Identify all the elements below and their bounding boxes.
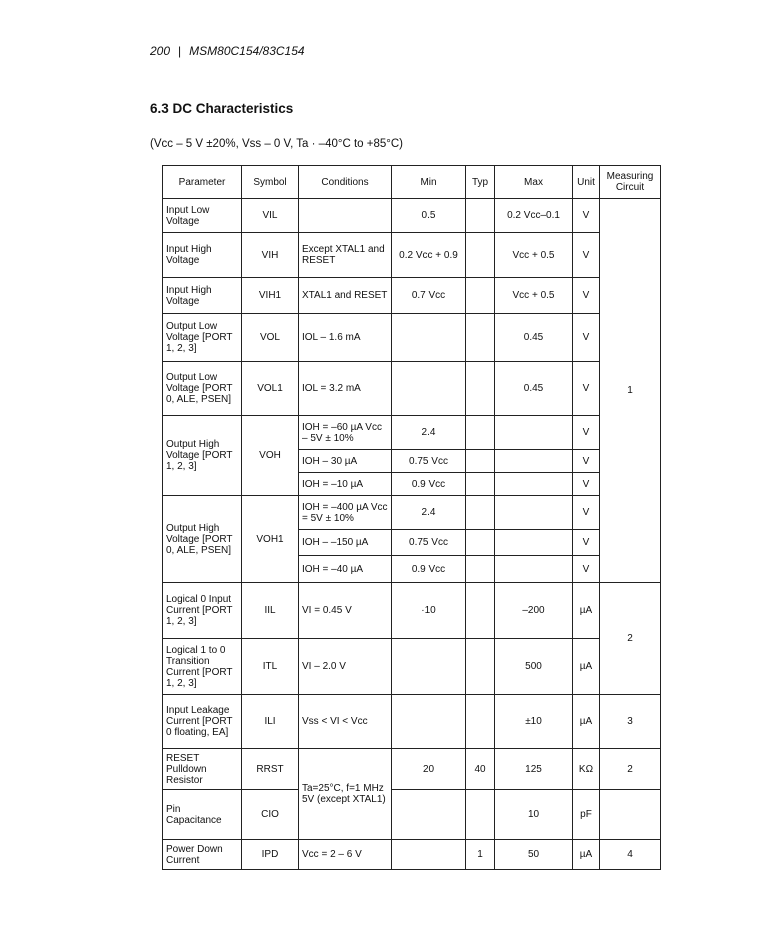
conditions-cell: IOL = 3.2 mA	[299, 362, 392, 416]
conditions-cell: XTAL1 and RESET	[299, 278, 392, 314]
table-row	[163, 840, 661, 870]
typ-cell	[466, 790, 495, 840]
parameter-cell: Output High Voltage [PORT 0, ALE, PSEN]	[163, 496, 242, 583]
typ-cell: 40	[466, 749, 495, 790]
symbol-cell: VOL	[242, 314, 299, 362]
max-cell	[495, 450, 573, 473]
max-cell: Vcc + 0.5	[495, 233, 573, 278]
table-row	[163, 749, 661, 790]
dc-characteristics-table	[162, 165, 661, 870]
min-cell: 0.7 Vcc	[392, 278, 466, 314]
unit-cell: V	[573, 278, 600, 314]
conditions-cell: IOH = –400 µA Vcc = 5V ± 10%	[299, 496, 392, 530]
table-row	[163, 362, 661, 416]
column-header-conditions: Conditions	[299, 166, 392, 199]
parameter-cell: Input Low Voltage	[163, 199, 242, 233]
unit-cell: V	[573, 496, 600, 530]
unit-cell: V	[573, 233, 600, 278]
typ-cell	[466, 450, 495, 473]
unit-cell: µA	[573, 840, 600, 870]
symbol-cell: VOH	[242, 416, 299, 496]
table-row	[163, 199, 661, 233]
table-row	[163, 790, 661, 840]
measuring-circuit-cell	[600, 790, 661, 840]
min-cell: ·10	[392, 583, 466, 639]
min-cell	[392, 314, 466, 362]
max-cell: ±10	[495, 695, 573, 749]
table-header-row	[163, 166, 661, 199]
column-header-typ: Typ	[466, 166, 495, 199]
symbol-cell: CIO	[242, 790, 299, 840]
conditions-cell: IOH – 30 µA	[299, 450, 392, 473]
typ-cell	[466, 233, 495, 278]
unit-cell: µA	[573, 695, 600, 749]
unit-cell: V	[573, 473, 600, 496]
conditions-cell: Ta=25°C, f=1 MHz 5V (except XTAL1)	[299, 749, 392, 840]
column-header-min: Min	[392, 166, 466, 199]
parameter-cell: Input High Voltage	[163, 233, 242, 278]
parameter-cell: Input Leakage Current [PORT 0 floating, EA]	[163, 695, 242, 749]
table-row	[163, 233, 661, 278]
typ-cell	[466, 473, 495, 496]
symbol-cell: IIL	[242, 583, 299, 639]
typ-cell	[466, 583, 495, 639]
unit-cell: V	[573, 450, 600, 473]
table-row	[163, 695, 661, 749]
symbol-cell: VIL	[242, 199, 299, 233]
min-cell	[392, 362, 466, 416]
max-cell: 0.45	[495, 362, 573, 416]
conditions-cell: Vss < VI < Vcc	[299, 695, 392, 749]
parameter-cell: Logical 0 Input Current [PORT 1, 2, 3]	[163, 583, 242, 639]
header-separator: |	[178, 44, 182, 58]
max-cell: –200	[495, 583, 573, 639]
max-cell: 500	[495, 639, 573, 695]
unit-cell: µA	[573, 583, 600, 639]
conditions-cell: VI = 0.45 V	[299, 583, 392, 639]
table-row	[163, 278, 661, 314]
section-title: 6.3 DC Characteristics	[150, 101, 294, 116]
symbol-cell: ILI	[242, 695, 299, 749]
unit-cell: V	[573, 362, 600, 416]
device-title: MSM80C154/83C154	[189, 44, 305, 58]
symbol-cell: IPD	[242, 840, 299, 870]
symbol-cell: VOL1	[242, 362, 299, 416]
unit-cell: V	[573, 416, 600, 450]
column-header-unit: Unit	[573, 166, 600, 199]
unit-cell: V	[573, 556, 600, 583]
max-cell	[495, 556, 573, 583]
table-row	[163, 416, 661, 450]
min-cell: 2.4	[392, 496, 466, 530]
typ-cell: 1	[466, 840, 495, 870]
column-header-max: Max	[495, 166, 573, 199]
table-row	[163, 583, 661, 639]
parameter-cell: Output Low Voltage [PORT 1, 2, 3]	[163, 314, 242, 362]
symbol-cell: VIH1	[242, 278, 299, 314]
parameter-cell: Output High Voltage [PORT 1, 2, 3]	[163, 416, 242, 496]
conditions-cell: Vcc = 2 – 6 V	[299, 840, 392, 870]
min-cell	[392, 840, 466, 870]
symbol-cell: VIH	[242, 233, 299, 278]
parameter-cell: RESET Pulldown Resistor	[163, 749, 242, 790]
min-cell: 0.2 Vcc + 0.9	[392, 233, 466, 278]
max-cell: 50	[495, 840, 573, 870]
conditions-cell: IOH = –60 µA Vcc – 5V ± 10%	[299, 416, 392, 450]
symbol-cell: ITL	[242, 639, 299, 695]
max-cell: 0.45	[495, 314, 573, 362]
table-row	[163, 314, 661, 362]
unit-cell: KΩ	[573, 749, 600, 790]
min-cell: 0.9 Vcc	[392, 473, 466, 496]
typ-cell	[466, 416, 495, 450]
typ-cell	[466, 695, 495, 749]
unit-cell: V	[573, 530, 600, 556]
column-header-parameter: Parameter	[163, 166, 242, 199]
table-row	[163, 639, 661, 695]
typ-cell	[466, 556, 495, 583]
typ-cell	[466, 199, 495, 233]
typ-cell	[466, 639, 495, 695]
min-cell: 0.5	[392, 199, 466, 233]
min-cell: 0.75 Vcc	[392, 530, 466, 556]
min-cell	[392, 790, 466, 840]
symbol-cell: VOH1	[242, 496, 299, 583]
max-cell: Vcc + 0.5	[495, 278, 573, 314]
conditions-cell: IOH = –40 µA	[299, 556, 392, 583]
min-cell	[392, 695, 466, 749]
column-header-symbol: Symbol	[242, 166, 299, 199]
typ-cell	[466, 362, 495, 416]
min-cell	[392, 639, 466, 695]
column-header-measuring-circuit: Measuring Circuit	[600, 166, 661, 199]
max-cell	[495, 473, 573, 496]
measuring-circuit-cell: 2	[600, 749, 661, 790]
max-cell	[495, 496, 573, 530]
unit-cell: µA	[573, 639, 600, 695]
typ-cell	[466, 278, 495, 314]
measuring-circuit-cell: 2	[600, 583, 661, 695]
max-cell: 0.2 Vcc–0.1	[495, 199, 573, 233]
unit-cell: V	[573, 199, 600, 233]
max-cell: 125	[495, 749, 573, 790]
max-cell: 10	[495, 790, 573, 840]
parameter-cell: Power Down Current	[163, 840, 242, 870]
typ-cell	[466, 530, 495, 556]
parameter-cell: Input High Voltage	[163, 278, 242, 314]
max-cell	[495, 530, 573, 556]
conditions-cell: Except XTAL1 and RESET	[299, 233, 392, 278]
min-cell: 2.4	[392, 416, 466, 450]
parameter-cell: Logical 1 to 0 Transition Current [PORT 1, 2, 3]	[163, 639, 242, 695]
typ-cell	[466, 314, 495, 362]
typ-cell	[466, 496, 495, 530]
unit-cell: pF	[573, 790, 600, 840]
conditions-cell: IOH – –150 µA	[299, 530, 392, 556]
parameter-cell: Output Low Voltage [PORT 0, ALE, PSEN]	[163, 362, 242, 416]
conditions-cell: IOH = –10 µA	[299, 473, 392, 496]
min-cell: 20	[392, 749, 466, 790]
conditions-cell	[299, 199, 392, 233]
conditions-cell: VI – 2.0 V	[299, 639, 392, 695]
parameter-cell: Pin Capacitance	[163, 790, 242, 840]
min-cell: 0.75 Vcc	[392, 450, 466, 473]
table-row	[163, 496, 661, 530]
measuring-circuit-cell: 1	[600, 199, 661, 583]
measuring-circuit-cell: 3	[600, 695, 661, 749]
test-conditions: (Vcc – 5 V ±20%, Vss – 0 V, Ta · –40°C to +85°C)	[150, 138, 403, 150]
unit-cell: V	[573, 314, 600, 362]
max-cell	[495, 416, 573, 450]
page-number: 200	[150, 44, 171, 58]
symbol-cell: RRST	[242, 749, 299, 790]
measuring-circuit-cell: 4	[600, 840, 661, 870]
page-header	[150, 44, 305, 58]
min-cell: 0.9 Vcc	[392, 556, 466, 583]
conditions-cell: IOL – 1.6 mA	[299, 314, 392, 362]
